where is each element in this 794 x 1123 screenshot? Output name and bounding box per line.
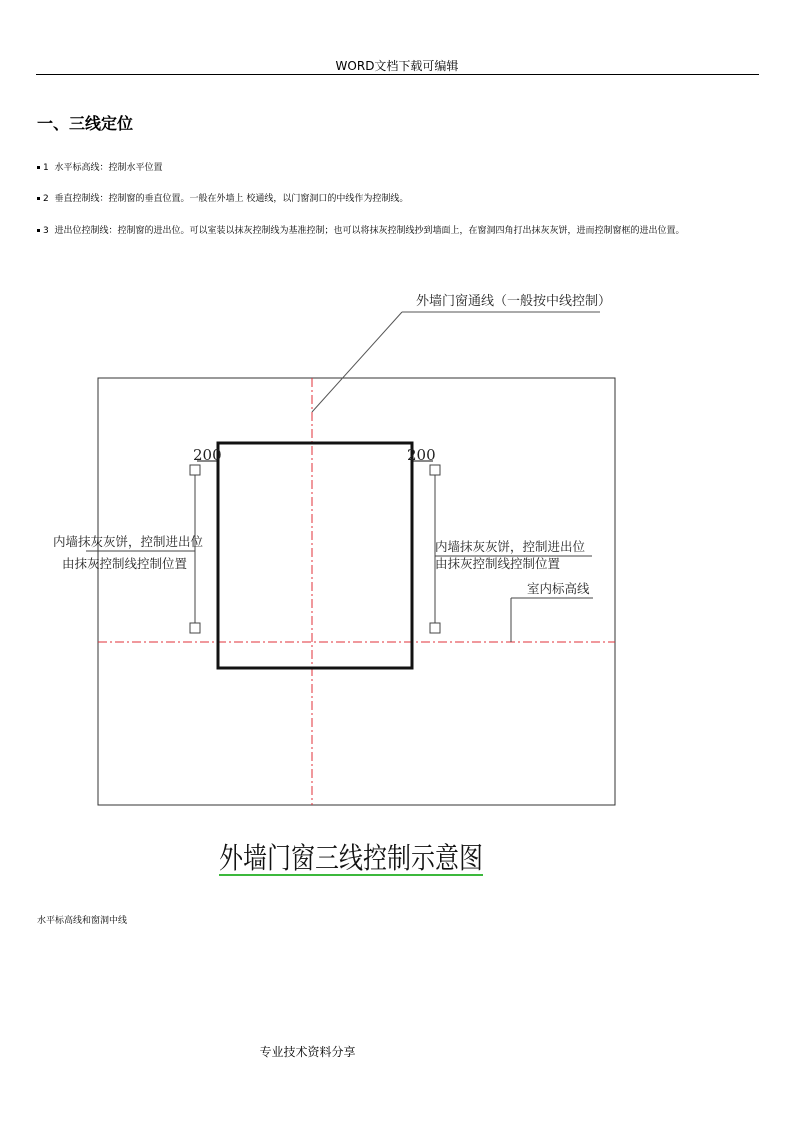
diagram-caption: 外墙门窗三线控制示意图: [219, 841, 483, 875]
page-header: WORD文档下载可编辑: [335, 59, 459, 73]
item-number: 2: [43, 194, 49, 204]
left-label-line2: 由抹灰控制线控制位置: [62, 556, 188, 571]
dim-left: 200: [193, 446, 222, 464]
item-number: 3: [43, 226, 49, 236]
item-text: 进出位控制线：控制窗的进出位。可以室装以抹灰控制线为基准控制；也可以将抹灰控制线抄到墙面上，在窗洞四角打出抹灰灰饼，进而控制窗框的进出位置。: [54, 226, 685, 236]
label-elevation: 室内标高线: [527, 581, 590, 596]
label-top: 外墙门窗通线（一般按中线控制）: [416, 294, 612, 309]
page-footer: 专业技术资料分享: [259, 1045, 356, 1059]
right-label-line2: 由抹灰控制线控制位置: [435, 556, 561, 571]
item-text: 垂直控制线：控制窗的垂直位置。一般在外墙上 校通线，以门窗洞口的中线作为控制线。: [54, 194, 409, 204]
left-marker-top: [190, 465, 200, 475]
left-marker-bottom: [190, 623, 200, 633]
note-text: 水平标高线和窗洞中线: [37, 916, 128, 926]
section-title: 一、三线定位: [37, 114, 134, 133]
right-marker-top: [430, 465, 440, 475]
right-marker-bottom: [430, 623, 440, 633]
item-text: 水平标高线：控制水平位置: [54, 163, 163, 173]
right-label-line1: 内墙抹灰灰饼，控制进出位: [435, 539, 586, 554]
left-label-line1: 内墙抹灰灰饼，控制进出位: [53, 534, 204, 549]
window-opening: [218, 443, 412, 668]
item-number: 1: [43, 163, 49, 173]
leader-line-top: [312, 312, 402, 412]
dim-right: 200: [407, 446, 436, 464]
